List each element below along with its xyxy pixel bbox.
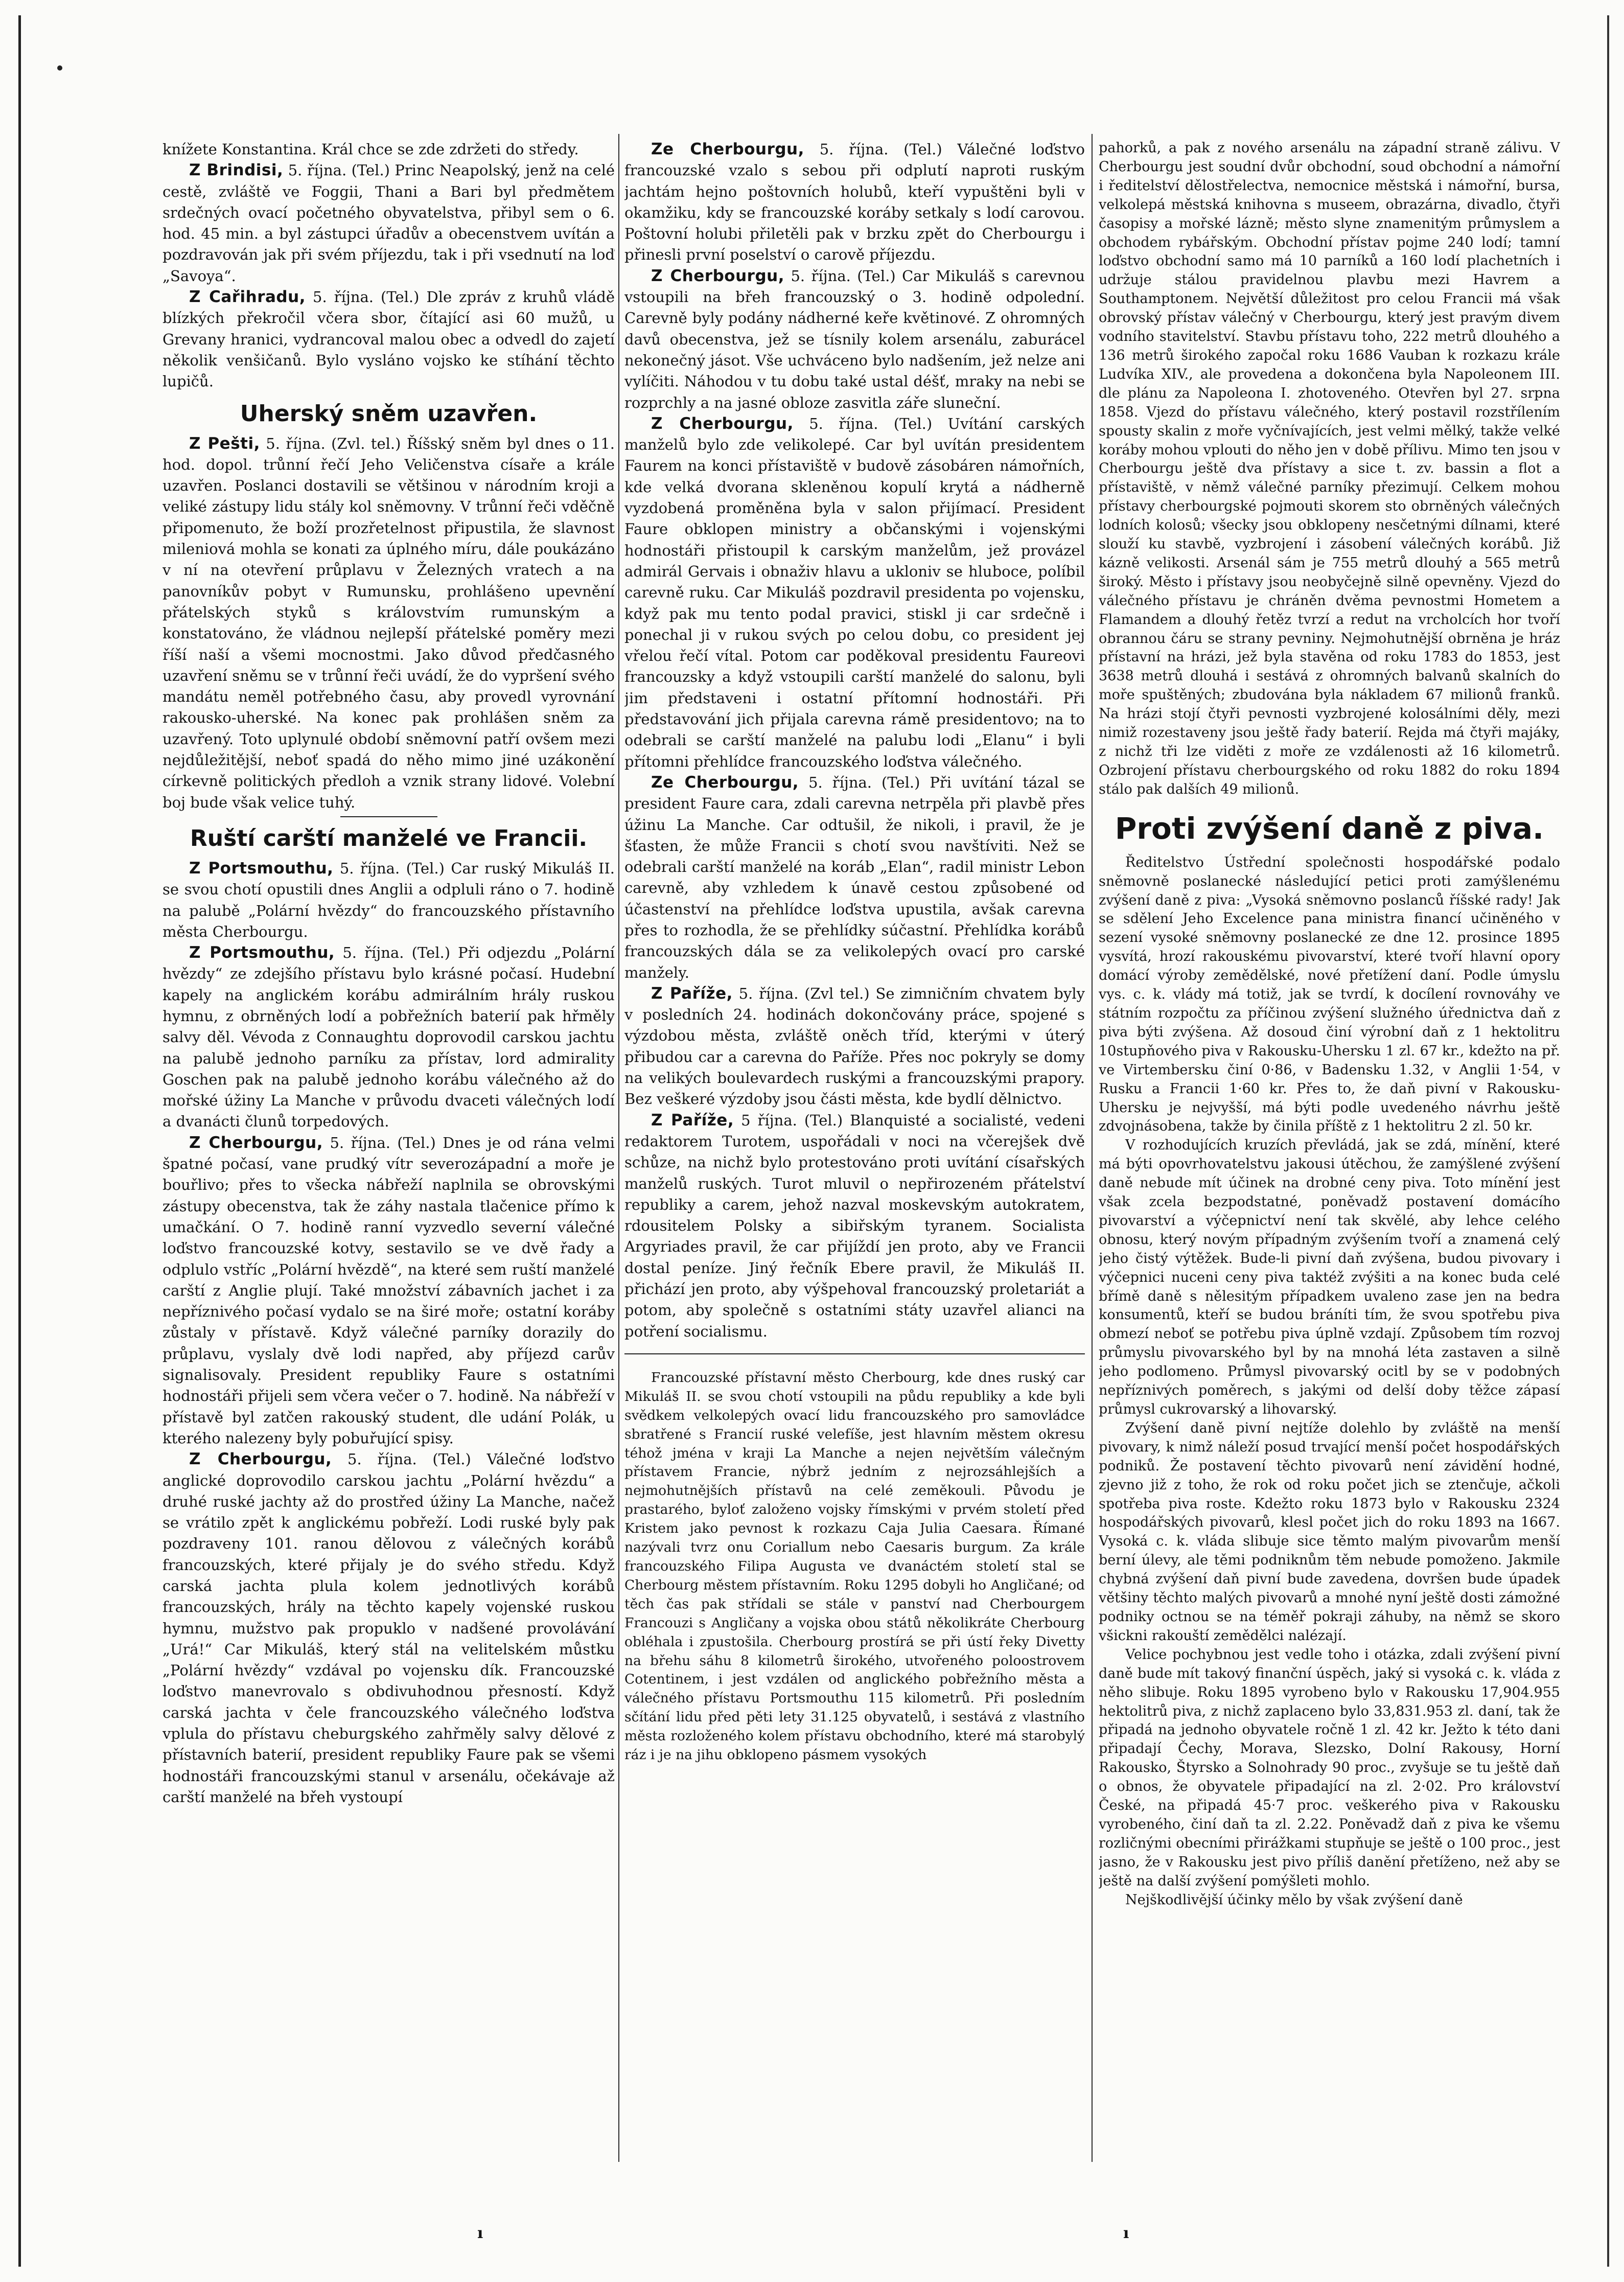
footer-mark: ı [477, 2224, 483, 2242]
news-item [163, 858, 615, 942]
separator-rule [624, 1353, 1085, 1354]
column-1 [163, 139, 615, 2158]
dateline: Z Paříže, [651, 1111, 734, 1130]
news-text: 5. října. (Tel.) Car Mikuláš s carevnou vstoupili na břeh francouzský o 3. hodině odpolední. Carevně byly podány nádherné keře květinové. Z ohromných davů obecenstva, jež se tísnily kolem arsenálu, zaburácel nekonečný jásot. Vše uchváceno bylo nadšením, jež nelze ani vylíčiti. Náhodou v tu dobu také ustal déšť, mraky na nebi se rozprchly a na jasné obloze zasvitla záře sluneční. [624, 267, 1085, 411]
dateline: Z Cherbourgu, [189, 1450, 332, 1469]
news-item [163, 1449, 615, 1808]
news-text: 5. října. (Tel.) Válečné loďstvo anglické doprovodilo carskou jachtu „Polární hvězdu“ a druhé ruské jachty až do prostřed úžiny La Manche, načež se vrátilo zpět k anglickému pobřeží. Lodi ruské byly pak pozdraveny 101. ranou dělovou z válečných korábů francouzských, které přijaly je do svého středu. Když carská jachta plula kolem jednotlivých korábů francouzských, hrály na těchto kapely vojenské ruskou hymnu, mužstvo pak propuklo v nadšené provolávání „Urá!“ Car Mikuláš, který stál na velitelském můstku „Polární hvězdy“ vzdával po vojensku dík. Francouzské loďstvo manevrovalo s obdivuhodnou přesností. Když carská jachta v čele francouzského válečného loďstva vplula do přístavu cheburgského zahřměly salvy dělové z přístavních baterií, president republiky Faure pak se všemi hodnostáři francouzskými stanul v arsenálu, očekávaje až carští manželé na břeh vystoupí [163, 1450, 615, 1806]
news-item [163, 942, 615, 1133]
column-2 [624, 139, 1085, 2158]
separator-rule [340, 816, 437, 817]
news-text: 5. října. (Tel.) Při uvítání tázal se president Faure cara, zdali carevna netrpěla při plavbě přes úžinu La Manche. Car odtušil, že nikoli, i pravil, že je šťasten, že může Francii s chotí svou navštíviti. Než se odebrali carští manželé na koráb „Elan“, radil ministr Lebon carevně, aby vzhledem k únavě cestou způsobené od účastenství na přehlídce loďstva upustila, avšak carevna přes to rozhodla, že se přehlídky súčastní. Přehlídka korábů francouzských dála se za velikolepých ovací pro carské manžely. [624, 773, 1085, 981]
news-item [624, 983, 1085, 1110]
footer-mark: ı [1123, 2224, 1129, 2242]
column-rule-2 [1092, 134, 1093, 2162]
news-item [624, 413, 1085, 772]
news-item [624, 266, 1085, 413]
article-paragraph: Velice pochybnou jest vedle toho i otázka, zdali zvýšení pivní daně bude mít takový finanční úspěch, jaký si vysoká c. k. vláda z něho slibuje. Roku 1895 vyrobeno bylo v Rakousku 17,904.955 hektolitrů piva, z nichž zaplaceno bylo 33,831.953 zl. daní, tak že připadá na jednoho obyvatele ročně 1 zl. 42 kr. Ježto k této dani připadají Čechy, Morava, Slezsko, Dolní Rakousy, Horní Rakousko, Štyrsko a Solnohrady 90 proc., zvyšuje se tu ještě daň o obnos, že obyvatele připadající na zl. 2·02. Pro království České, na připadá 45·7 proc. veškerého piva v Rakousku vyrobeného, činí daň ta zl. 2.22. Poněvadž daň z piva ke všemu rozličnými obecními přirážkami stupňuje se ještě o 100 proc., jest jasno, že v Rakousku jest pivo příliš danění přetíženo, než aby se ještě na další zvýšení pomýšleti mohlo. [1099, 1646, 1560, 1889]
news-text: 5. října. (Tel.) Princ Neapolský, jenž na celé cestě, zvláště ve Foggii, Thani a Bari byl předmětem srdečných ovací početného obyvatelstva, přibyl sem o 6. hod. 45 min. a byl zástupci úřadův a obecenstvem uvítán a pozdravován jak při svém příjezdu, tak i při vsednutí na loď „Savoya“. [163, 162, 615, 285]
dateline: Z Cherbourgu, [651, 414, 794, 433]
column-rule-1 [618, 134, 619, 2162]
dateline: Ze Cherbourgu, [651, 140, 804, 158]
news-item [163, 160, 615, 287]
dateline: Z Brindisi, [189, 161, 284, 180]
feature-paragraph: pahorků, a pak z nového arsenálu na západní straně zálivu. V Cherbourgu jest soudní dvůr obchodní, soud obchodní a námořní i ředitelství dělostřelectva, nemocnice městská i námořní, bursa, velkolepá městská knihovna s museem, obrazárna, divadlo, čtyři časopisy a mořské lázně; město slyne znamenitým průmyslem a obchodem rybářským. Obchodní přístav pojme 240 lodí; tamní loďstvo obchodní samo má 10 parníků a 160 lodí plachetních i udržuje stálou pravidelnou plavbu mezi Havrem a Southamptonem. Největší důležitost pro celou Francii má však obrovský přístav válečný v Cherbourgu, který jest pravým divem vodního stavitelství. Stavbu přístavu toho, 222 metrů dlouhého a 136 metrů širokého započal roku 1686 Vauban k rozkazu krále Ludvíka XIV., ale provedena a dokončena byla Napoleonem III. dle plánu za Napoleona I. zhotoveného. Otevřen byl 27. srpna 1858. Vjezd do přístavu válečného, který postavil rozstřílením spousty skalin z moře vyčnívajících, jest velmi mělký, takže velké koráby mohou vplouti do něho jen v době přílivu. Mimo ten jsou v Cherbourgu ještě dva přístavy a sice t. zv. bassin a flot a přístaviště, v němž válečné parníky přezimují. Celkem mohou přístavy cherbourgské pojmouti skorem sto obrněných válečných lodních kolosů; všecky jsou obklopeny nesčetnými dílnami, které slouží ku stavbě, vyzbrojení i zásobení válečných korábů. Již kázně velikosti. Arsenál sám je 755 metrů dlouhý a 565 metrů široký. Město i přístavy jsou neobyčejně silně opevněny. Vjezd do válečného přístavu je chráněn dvěma pevnostmi Hometem a Flamandem a dlouhý řetěz tvrzí a redut na vrcholcích hor tvoří obrannou čáru se strany pevniny. Nejmohutnější obrněna je hráz přístavní na hrázi, jež byla stavěna od roku 1783 do 1853, jest 3638 metrů dlouhá i sestává z ohromných balvanů skalních do moře spuštěných; zbudována byla nákladem 67 milionů franků. Na hrázi stojí čtyři pevnosti vyzbrojené kolosálními děly, mezi nimiž rozestaveny jsou ještě řady baterií. Rejda má čtyři majáky, z nichž tři lze viděti z moře ze vzdálenosti až 16 kilometrů. Ozbrojení přístavu cherbourgského od roku 1882 do roku 1894 stálo pak dalších 49 milionů. [1099, 140, 1560, 797]
article-paragraph: Ředitelstvo Ústřední společnosti hospodářské podalo sněmovně poslanecké následující petici proti zamýšlenému zvýšení daně z piva: „Vysoká sněmovno poslanců říšské rady! Jak se sdělení Jeho Excelence pana ministra financí učiněného v sezení vysoké sněmovny poslanecké ze dne 12. prosince 1895 vysvítá, hrozí rakouskému pivovarství, které tvoří hlavní opory domácí výroby zemědělské, nové přetížení daní. Podle úmyslu vys. c. k. vlády má totiž, jak se tvrdí, k docílení rovnováhy ve státním rozpočtu za příčinou zvýšení služného úřednictva daň z piva býti zvýšena. Až dosoud činí výrobní daň z 1 hektolitru 10stupňového piva v Rakousku-Uhersku 1 zl. 67 kr., kdežto na př. ve Virtembersku činí 0·86, v Badensku 1.32, v Anglii 1·54, v Rusku a Francii 1·60 kr. Přes to, že daň pivní v Rakousku-Uhersku je nejvyšší, má býti podle uvedeného návrhu ještě zdvojnásobena, takže by činila příště z 1 hektolitru 2 zl. 50 kr. [1099, 854, 1560, 1135]
article-paragraph: V rozhodujících kruzích převládá, jak se zdá, mínění, které má býti opovrhovatelstvu jakousi útěchou, že zamýšlené zvýšení daně nebude mít účinek na drobné ceny piva. Toto mínění jest však zcela bezpodstatné, poněvadž postavení domácího pivovarství a výčepnictví není tak skvělé, aby lehce celého obnosu, který novým případným zvýšením tvoří a znamená celý jeho čistý výtěžek. Bude-li pivní daň zvýšena, budou pivovary i výčepnici nuceni ceny piva taktéž zvýšiti a na konec buda celé břímě daně s nělesitým případkem uvalenо zase jen na bedra konsumentů, kteří se budou bráníti tím, že svou spotřebu piva obmezí neboť se potřebu piva úplně vzdají. Způsobem tím rozvoj průmyslu pivovarského byl by na mnohá léta zastaven a silně jeho podlomeno. Průmysl pivovarský ocitl by se v podobných nepříznivých poměrech, s jakými od delší doby těžce zápasí průmysl cukrovarský a lihovarský. [1099, 1137, 1560, 1417]
news-text: 5. října. (Zvl. tel.) Říšský sněm byl dnes o 11. hod. dopol. trůnní řečí Jeho Veličenstva císaře a krále uzavřen. Poslanci dostavili se většinou v národním kroji a veliké zástupy lidu stály kol sněmovny. V trůnní řeči vděčně připomenuto, že boží prozřetelnost připustila, že slavnost mileniová mohla se konati za úplného míru, dále poukázáno v ní na otevření průplavu v Železných vratech a na panovníkův pobyt v Rumunsku, prohlášeno upevnění přátelských styků s královstvím rumunským a konstatováno, že vládnou nejlepší přátelské poměry mezi říší naší a všemi mocnostmi. Jako důvod předčasného uzavření sněmu se v trůnní řeči uvádí, že do vypršení svého mandátu neměl potřebného času, aby provedl vyrovnání rakousko-uherské. Na konec pak prohlášen sněm za uzavřený. Toto uplynulé období sněmovní patří ovšem mezi nejdůležitější, neboť spadá do něho mimo jiné uzákonění církevně politických předloh a vznik strany lidové. Volební boj bude však velice tuhý. [163, 434, 615, 811]
news-item [624, 772, 1085, 983]
news-item [624, 1110, 1085, 1342]
news-text: 5. října. (Tel.) Uvítání carských manželů bylo zde velikolepé. Car byl uvítán presidentem Faurem na konci přístaviště v budově zásobáren námořních, kde velká dvorana skleněnou kopulí krytá a nádherně vyzdobená proměněna byla v salon přijímací. President Faure obklopen ministry a občanskými i vojenskými hodnostáři přistoupil k carským manželům, jež provázel admirál Gervais i obnaživ hlavu a ukloniv se hluboce, políbil carevně ruku. Car Mikuláš pozdravil presidenta po vojensku, když pak mu tento podal pravici, stiskl ji car srdečně i ponechal ji v rukou svých po celou dobu, co president jej vřelou řečí vítal. Potom car poděkoval presidentu Faureovi francouzsky a když vstoupili carští manželé do salonu, byli jim představeni i ostatní přítomní hodnostáři. Při představování jich přijala carevna rámě presidentovo; na to odebrali se carští manželé na palubu lodi „Elanu“ i byli přítomni přehlídce francouzského loďstva válečného. [624, 414, 1085, 770]
news-text: 5 října. (Tel.) Blanquisté a socialisté, vedeni redaktorem Turotem, uspořádali v noci na včerejšek dvě schůze, na nichž bylo protestováno proti uvítání císařských manželů ruských. Turot mluvil o nepřirozeném přátelství republiky a carem, jehož nazval moskevským autokratem, rdousitelem Polsky a sibiřským tyranem. Socialista Argyriades pravil, že car přijíždí jen proto, aby ve Francii dostal peníze. Jiný řečník Ebere pravil, že Mikuláš II. přichází jen proto, aby výšpehoval francouzský proletariát a potom, aby společně s ostatními státy uzavřel alianci na potření socialismu. [624, 1111, 1085, 1340]
news-text: 5. října. (Tel.) Dnes je od rána velmi špatné počasí, vane prudký vítr severozápadní a moře je bouřlivo; přes to všecka nábřeží naplnila se obrovskými zástupy obecenstva, tak že záhy nastala tlačenice přímo k umačkání. O 7. hodině ranní vyzvedlo severní válečné loďstvo francouzské kotvy, sestavilo se ve dvě řady a odplulo vstříc „Polární hvězdě“, na které sem ruští manželé carští z Anglie plují. Také množství zábavních jachet i za nepříznivého počasí vydalo se na širé moře; ostatní koráby zůstaly v přístavě. Když válečné parníky dorazily do průplavu, vyslaly dvě lodi napřed, aby příjezd carův signalisovaly. President republiky Faure s ostatními hodnostáři přijeli sem včera večer o 7. hodině. Na nábřeží v přístavě byl zatčen rakouský student, dle udání Polák, u kterého nalezeny byly pobuřující spisy. [163, 1134, 615, 1447]
news-item [163, 433, 615, 813]
news-text: 5. října. (Zvl tel.) Se zimničním chvatem byly v posledních 24. hodinách dokončovány práce, spojené s výzdobou města, zvláště oněch tříd, kterými v úterý přibudou car a carevna do Paříže. Přes noc pokryly se domy na velikých boulevardech ruskými a francouzskými prapory. Bez veškeré výzdoby jsou části města, kde bydlí dělnictvo. [624, 984, 1085, 1108]
article-paragraph: Nejškodlivější účinky mělo by však zvýšení daně [1125, 1892, 1463, 1908]
news-text: 5. října. (Tel.) Při odjezdu „Polární hvězdy“ ze zdejšího přístavu bylo krásné počasí. Hudební kapely na anglickém korábu admirálním hrály ruskou hymnu, z obrněných lodí a pobřežních baterií pak hřměly salvy děl. Vévoda z Connaughtu doprovodil carskou jachtu na palubě jednoho parníku za přístav, lord admirality Goschen pak na palubě jednoho korábu válečného až do mořské úžiny La Manche v průvodu dvaceti válečných lodí a dvanácti člunů torpedových. [163, 944, 615, 1131]
section-headline: Uherský sněm uzavřen. [240, 400, 538, 427]
margin-dot [57, 65, 62, 71]
feature-paragraph: Francouzské přístavní město Cherbourg, kde dnes ruský car Mikuláš II. se svou chotí vstoupili na půdu republiky a kde byli svědkem velkolepých ovací lidu francouzského pro samovládce sbratřené s Francií ruské velefíše, jest hlavním městem okresu téhož jména v kraji La Manche a nejen největším válečným přístavem Francie, nýbrž jedním z nejrozsáhlejších a nejmohutnějších přístavů na celé zeměkouli. Původu je prastarého, byloť založeno vojsky římskými v prvém století před Kristem jako pevnost k rozkazu Caja Julia Caesara. Římané nazývali tvrz onu Coriallum nebo Caesaris burgum. Za krále francouzského Filipa Augusta ve dvanáctém století stal se Cherbourg městem přístavním. Roku 1295 dobyli ho Angličané; od těch čas pak střídali se stále v panství nad Cherbourgem Francouzi s Angličany a vojska obou států několikráte Cherbourg obléhala i zpustošila. Cherbourg prostírá se při ústí řeky Divetty na břehu sáhu 8 kilometrů širokého, utvořeného poloostrovem Cotentinem, i jest vzdálen od anglického pobřežního města a válečného přístavu Portsmouthu 115 kilometrů. Při posledním sčítání lidu před pěti lety 31.125 obyvatelů, i sestává z vlastního města rozloženého kolem přístavu obchodního, které má starobylý ráz i je na jihu obklopeno pásmem vysokých [624, 1369, 1085, 1763]
dateline: Z Cařihradu, [189, 288, 306, 307]
news-text: 5. října. (Tel.) Dle zpráv z kruhů vládě blízkých překročil včera sbor, čítající asi 60 mužů, u Grevany hranici, vydrancoval malou obec a odvedl do zajetí několik venšičanů. Bylo vysláno vojsko ke stíhání těchto lupičů. [163, 288, 615, 390]
dateline: Z Paříže, [651, 984, 733, 1003]
dateline: Z Portsmouthu, [189, 943, 335, 962]
dateline: Z Cherbourgu, [651, 266, 784, 285]
article-paragraph: Zvýšení daně pivní nejtíže dolehlo by zvláště na menší pivovary, k nimž náleží posud trvající menší počet hospodářských podniků. Že postavení těchto pivovarů není závidění hodné, zjevno již z toho, že rok od roku počet jich se ztenčuje, ačkoli spotřeba piva roste. Kdežto roku 1873 bylo v Rakousku 2324 hospodářských pivovarů, klesl počet jich do roku 1893 na 1667. Vysoká c. k. vláda slibuje sice těmto malým pivovarům menší berní úlevy, ale těmi podniknům těm nebude pomoženo. Jakmile chybná zvýšení daň pivní bude zavedena, dovršen bude úpadek většiny těchto malých pivovarů a mnohé nyní ještě dosti zámožné podniky octnou se na téměř pokraji záhuby, na němž se skoro všickni rakouští zemědělci nalézají. [1099, 1420, 1560, 1644]
news-item [163, 1133, 615, 1449]
dateline: Z Cherbourgu, [189, 1133, 323, 1152]
news-item [624, 139, 1085, 266]
article-paragraph: knížete Konstantina. Král chce se zde zdržeti do středy. [163, 141, 579, 158]
dateline: Ze Cherbourgu, [651, 773, 799, 792]
section-headline: Proti zvýšení daně z piva. [1115, 811, 1544, 846]
section-headline: Ruští carští manželé ve Francii. [190, 825, 588, 851]
dateline: Z Portsmouthu, [189, 859, 334, 878]
column-3 [1099, 139, 1560, 2158]
news-item [163, 287, 615, 392]
dateline: Z Pešti, [189, 434, 260, 453]
news-text: 5. října. (Tel.) Car ruský Mikuláš II. se svou chotí opustili dnes Anglii a odpluli ráno o 7. hodině na palubě „Polární hvězdy“ do francouzského přístavního města Cherbourgu. [163, 859, 615, 940]
news-text: 5. října. (Tel.) Válečné loďstvo francouzské vzalo s sebou při odplutí naproti ruským jachtám hejno poštovních holubů, kteří vypuštěni byli v okamžiku, kdy se francouzské koráby setkaly s lodí carovou. Poštovní holubi přiletěli pak v brzku zpět do Cherbourgu i přinesli první poselství o carově příjezdu. [624, 141, 1085, 264]
